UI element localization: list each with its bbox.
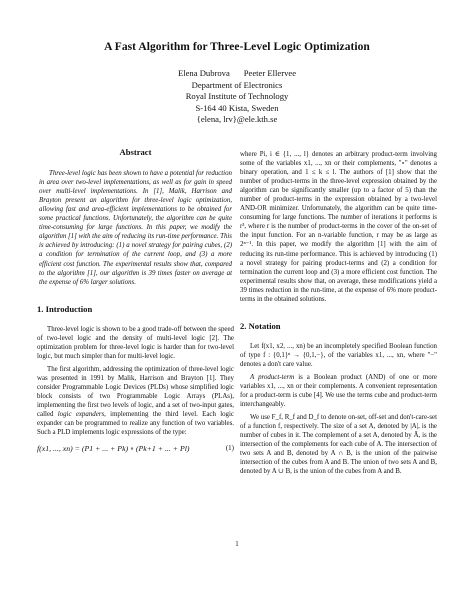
abstract-heading: Abstract: [119, 147, 152, 157]
abstract-text: Three-level logic has been shown to have a potential for reduction in area over two-level implementations, as well as for gain in speed over multi-level implementations. In [1], Malik, Harrison and Brayton present an algorithm for three-level logic optimization, allowing fast and area-efficient implementations to be obtained for some practical functions. Unfortunately, the algorithm can be quite time-consuming for large functions. In this paper, we modify the algorithm [1] with the aim of reducing its run-time performance. This is achieved by introducing: (1) a novel strategy for pairing cubes, (2) a condition for termination of the current loop, and (3) a more efficient cost function. The experimental results show that, compared to the algorithm [1], our algorithm is 39 times faster on average at the expense of 6% larger solutions.: [39, 170, 232, 286]
affiliation-line: Department of Electronics: [191, 79, 283, 90]
paragraph: The first algorithm, addressing the optimization of three-level logic was presented in 1991 by Malik, Harrison and Brayton [1]. They consider Programmable Logic Devices (PLDs) whose simplified logic block consists of two Programmable Logic Arrays (PLAs), implementing the first two levels of logic, and a set of two-input gates, called logic expanders, implementing the third level. Each logic expander can be programmed to realize any function of two variables. Such a PLD implements logic expressions of the type:: [37, 365, 234, 437]
paragraph: Three-level logic is shown to be a good trade-off between the speed of two-level logic and the density of multi-level logic [2]. The optimization problem for three-level logic is harder than for two-level logic, but much simpler than for multi-level logic.: [37, 325, 234, 360]
author-names: [0, 68, 474, 80]
author-block: [0, 68, 474, 126]
equation-number: (1): [225, 444, 234, 453]
paragraph: We use F_f, R_f and D_f to denote on-set, off-set and don't-care-set of a function f, respectively. The size of a set A, denoted by |A|, is the number of cubes in it. The complement of a set A, denoted by Ā, is the intersection of the complements for each cube of A. The intersection of two sets A and B, denoted by A ∩ B, is the union of the pairwise intersection of the cubes from A and B. The union of two sets A and B, denoted by A ∪ B, is the union of the cubes from A and B.: [240, 414, 437, 476]
right-column: [240, 150, 437, 481]
left-column: [37, 148, 234, 461]
author-email: {elena, lrv}@ele.kth.se: [196, 114, 278, 125]
equation: [37, 444, 234, 453]
author-name: Peeter Ellervee: [243, 68, 297, 78]
section-heading-introduction: 1. Introduction: [37, 303, 93, 314]
paper-title: A Fast Algorithm for Three-Level Logic Optimization: [104, 41, 370, 53]
author-name: Elena Dubrova: [177, 68, 230, 78]
affiliation-line: Royal Institute of Technology: [185, 91, 289, 102]
section-heading-notation: 2. Notation: [240, 320, 281, 331]
page-number: 1: [235, 541, 239, 548]
equation-body: f(x1, ..., xn) = (P1 + ... + Pk) ∘ (Pk+1 + ... + Pl): [37, 444, 190, 454]
paragraph: A product-term is a Boolean product (AND) of one or more variables x1, ..., xn or their complements. A convenient representation for a product-term is cube [4]. We use the terms cube and product-term interchangeably.: [240, 373, 437, 409]
affiliation-line: S-164 40 Kista, Sweden: [195, 102, 279, 113]
paragraph: Let f(x1, x2, ..., xn) be an incompletely specified Boolean function of type f : {0,1}ⁿ → {0,1,−}, of the variables x1, ..., xn, where "−" denotes a don't care value.: [240, 342, 437, 368]
paragraph: where Pi, i ∈ {1, ..., l} denotes an arbitrary product-term involving some of the variables x1, ..., xn or their complements, "∘" denotes a binary operation, and 1 ≤ k ≤ l. The authors of [1] show that the number of product-terms in the three-level expression obtained by the algorithm can be significantly smaller (up to a factor of 5) than the number of product-terms in the expression obtained by a two-level AND-OR minimizer. Unfortunately, the algorithm can be quite time-consuming for large functions. The number of iterations it performs is r³, where r is the number of product-terms in the cover of the on-set of the input function. For an n-variable function, r may be as large as 2ⁿ⁻¹. In this paper, we modify the algorithm [1] with the aim of reducing its run-time performance. This is achieved by introducing (1) a novel strategy for pairing product-terms and (2) a condition for termination the current loop and (3) a more efficient cost function. The experimental results show that, on average, these modifications yield a 39 times reduction in the run-time, at the expense of 6% more product-terms in the obtained solutions.: [240, 151, 437, 303]
